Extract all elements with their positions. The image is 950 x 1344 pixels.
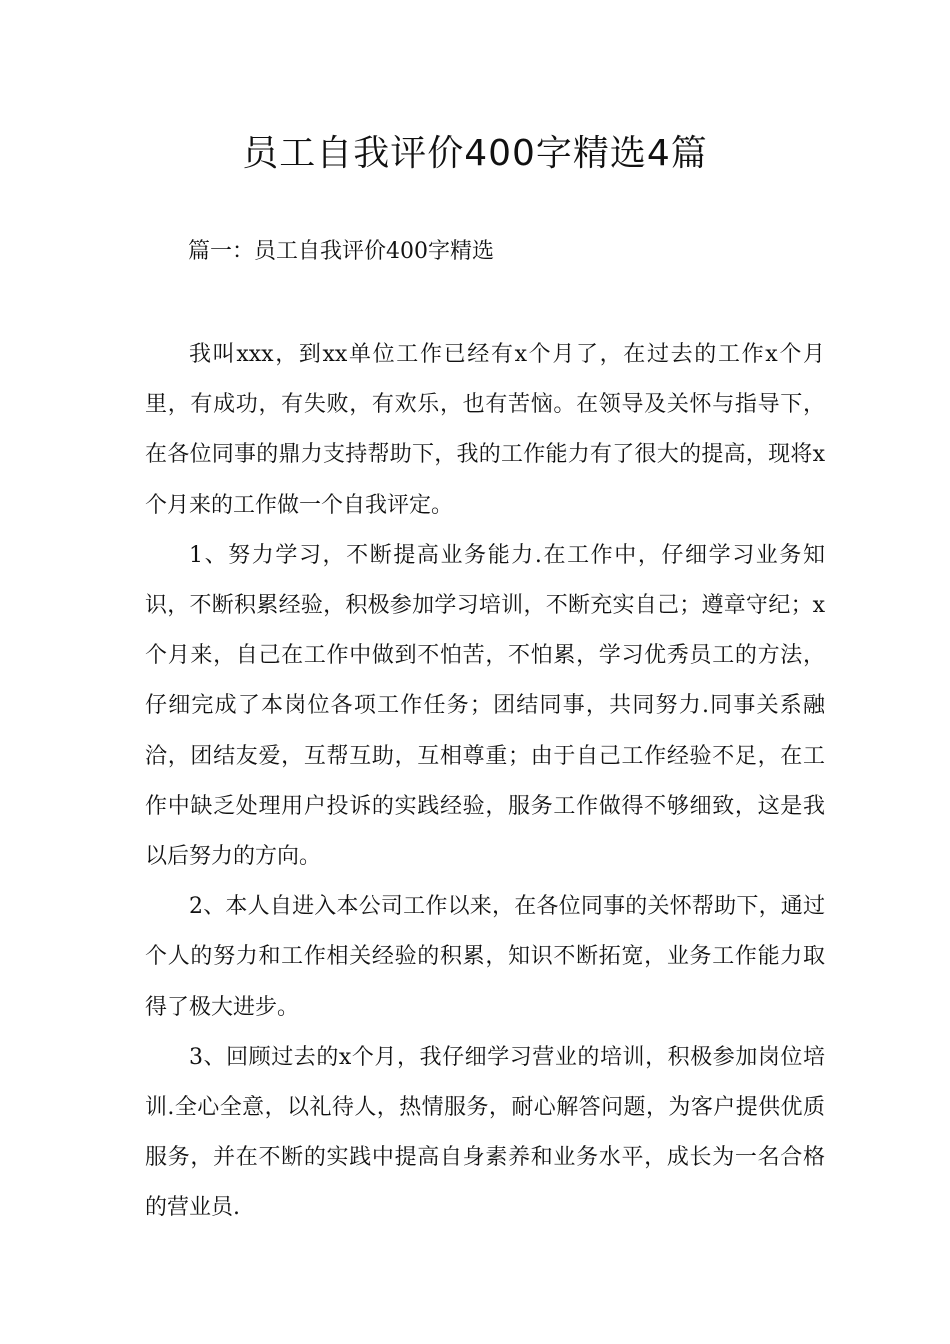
document-body: [145, 330, 825, 1234]
section-heading: 篇一：员工自我评价400字精选: [188, 239, 494, 264]
paragraph-point-3: 3、回顾过去的x个月，我仔细学习营业的培训，积极参加岗位培训.全心全意，以礼待人，热情服务，耐心解答问题，为客户提供优质服务，并在不断的实践中提高自身素养和业务水平，成长为一名合格的营业员.: [145, 1044, 825, 1221]
paragraph-intro: 我叫xxx，到xx单位工作已经有x个月了，在过去的工作x个月里，有成功，有失败，有欢乐，也有苦恼。在领导及关怀与指导下，在各位同事的鼎力支持帮助下，我的工作能力有了很大的提高，现将x个月来的工作做一个自我评定。: [145, 342, 825, 518]
document-title: 员工自我评价400字精选4篇: [242, 133, 708, 174]
paragraph-point-1: 1、努力学习，不断提高业务能力.在工作中，仔细学习业务知识，不断积累经验，积极参加学习培训，不断充实自己；遵章守纪；x个月来，自己在工作中做到不怕苦，不怕累，学习优秀员工的方法，仔细完成了本岗位各项工作任务；团结同事，共同努力.同事关系融洽，团结友爱，互帮互助，互相尊重；由于自己工作经验不足，在工作中缺乏处理用户投诉的实践经验，服务工作做得不够细致，这是我以后努力的方向。: [145, 542, 825, 870]
paragraph-point-2: 2、本人自进入本公司工作以来，在各位同事的关怀帮助下，通过个人的努力和工作相关经验的积累，知识不断拓宽，业务工作能力取得了极大进步。: [145, 894, 825, 1020]
